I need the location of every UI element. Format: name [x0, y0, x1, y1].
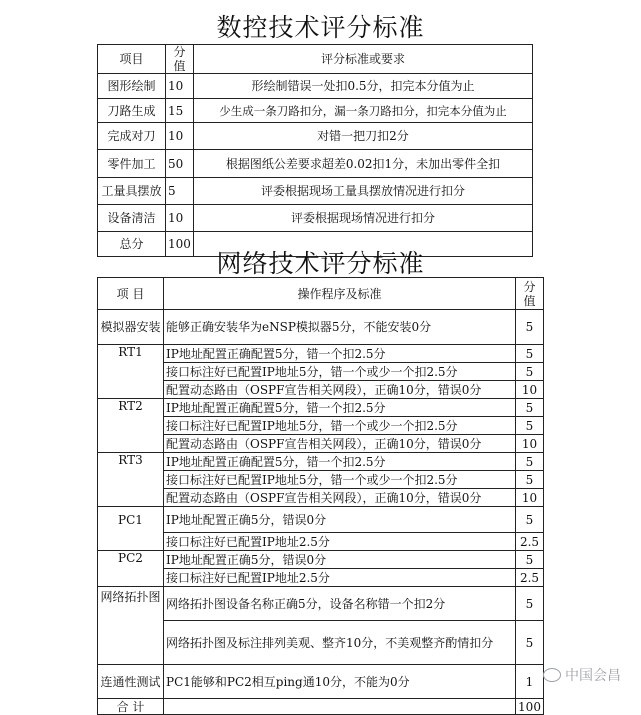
net-score: 10 — [516, 381, 544, 399]
net-score: 5 — [516, 345, 544, 363]
net-item-rt1: RT1 — [98, 345, 164, 399]
cnc-criteria: 少生成一条刀路扣分，漏一条刀路扣分，扣完本分值为止 — [194, 99, 533, 123]
net-score: 5 — [516, 471, 544, 489]
net-score: 5 — [516, 507, 544, 533]
net-procedure: IP地址配置正确配置5分，错一个扣2.5分 — [164, 399, 516, 417]
net-score: 5 — [516, 310, 544, 345]
cnc-criteria: 形绘制错误一处扣0.5分，扣完本分值为止 — [194, 74, 533, 99]
net-score: 5 — [516, 417, 544, 435]
cnc-row — [98, 205, 533, 232]
net-procedure: 配置动态路由（OSPF宣告相关网段），正确10分，错误0分 — [164, 435, 516, 453]
net-score: 5 — [516, 453, 544, 471]
net-score: 2.5 — [516, 569, 544, 587]
cnc-row — [98, 150, 533, 178]
net-item-pc1: PC1 — [98, 507, 164, 551]
cnc-item: 刀路生成 — [98, 99, 166, 123]
cnc-item: 设备清洁 — [98, 205, 166, 232]
cnc-header-item: 项目 — [98, 45, 166, 74]
net-total-label: 合 计 — [98, 699, 164, 715]
wechat-icon — [543, 668, 561, 682]
net-row-rt2 — [98, 399, 544, 417]
net-procedure: PC1能够和PC2相互ping通10分，不能为0分 — [164, 665, 516, 699]
cnc-score: 10 — [166, 205, 194, 232]
net-row-rt1 — [98, 363, 544, 381]
cnc-score: 10 — [166, 74, 194, 99]
net-procedure: 接口标注好已配置IP地址5分，错一个或少一个扣2.5分 — [164, 471, 516, 489]
net-score: 5 — [516, 363, 544, 381]
cnc-table — [97, 44, 533, 257]
cnc-total-score: 100 — [166, 232, 194, 257]
net-score: 2.5 — [516, 533, 544, 551]
net-procedure: 网络拓扑图设备名称正确5分，设备名称错一个扣2分 — [164, 587, 516, 621]
cnc-score: 50 — [166, 150, 194, 178]
net-item-pc2: PC2 — [98, 551, 164, 587]
watermark-text: 中国会昌 — [565, 668, 621, 684]
cnc-score: 10 — [166, 123, 194, 150]
net-procedure: IP地址配置正确5分，错误0分 — [164, 507, 516, 533]
cnc-item: 完成对刀 — [98, 123, 166, 150]
net-row-pc1 — [98, 533, 544, 551]
net-procedure: 能够正确安装华为eNSP模拟器5分，不能安装0分 — [164, 310, 516, 345]
net-item-rt3: RT3 — [98, 453, 164, 507]
net-row-rt1 — [98, 345, 544, 363]
net-score: 5 — [516, 587, 544, 621]
net-procedure: 配置动态路由（OSPF宣告相关网段），正确10分，错误0分 — [164, 489, 516, 507]
net-row-sim — [98, 310, 544, 345]
net-procedure: 网络拓扑图及标注排列美观、整齐10分，不美观整齐酌情扣分 — [164, 621, 516, 665]
net-row-topo — [98, 621, 544, 665]
cnc-row — [98, 123, 533, 150]
net-row-rt2 — [98, 435, 544, 453]
net-procedure: 接口标注好已配置IP地址5分，错一个或少一个扣2.5分 — [164, 363, 516, 381]
net-item-sim: 模拟器安装 — [98, 310, 164, 345]
net-item-topo: 网络拓扑图 — [98, 587, 164, 665]
cnc-score: 5 — [166, 178, 194, 205]
net-row-pc1 — [98, 507, 544, 533]
cnc-criteria: 根据图纸公差要求超差0.02扣1分，未加出零件全扣 — [194, 150, 533, 178]
cnc-criteria: 评委根据现场情况进行扣分 — [194, 205, 533, 232]
watermark — [543, 665, 621, 685]
net-procedure: 接口标注好已配置IP地址5分，错一个或少一个扣2.5分 — [164, 417, 516, 435]
net-row-rt3 — [98, 453, 544, 471]
net-row-rt3 — [98, 471, 544, 489]
cnc-total-label: 总分 — [98, 232, 166, 257]
net-table — [97, 277, 544, 715]
net-title: 网络技术评分标准 — [216, 249, 425, 278]
net-score: 5 — [516, 399, 544, 417]
cnc-score: 15 — [166, 99, 194, 123]
net-row-topo — [98, 587, 544, 621]
net-item-rt2: RT2 — [98, 399, 164, 453]
net-procedure: IP地址配置正确配置5分，错一个扣2.5分 — [164, 345, 516, 363]
net-row-pc2 — [98, 551, 544, 569]
net-row-pc2 — [98, 569, 544, 587]
net-row-rt2 — [98, 417, 544, 435]
net-header-row — [98, 278, 544, 310]
net-procedure: IP地址配置正确配置5分，错一个扣2.5分 — [164, 453, 516, 471]
net-item-conn: 连通性测试 — [98, 665, 164, 699]
cnc-item: 图形绘制 — [98, 74, 166, 99]
net-score: 10 — [516, 489, 544, 507]
net-procedure: 接口标注好已配置IP地址2.5分 — [164, 533, 516, 551]
net-procedure: IP地址配置正确5分，错误0分 — [164, 551, 516, 569]
net-header-item: 项 目 — [98, 278, 164, 310]
cnc-header-score: 分值 — [166, 45, 194, 74]
cnc-row — [98, 178, 533, 205]
net-score: 5 — [516, 551, 544, 569]
cnc-item: 零件加工 — [98, 150, 166, 178]
cnc-row — [98, 74, 533, 99]
net-score: 1 — [516, 665, 544, 699]
cnc-row — [98, 99, 533, 123]
net-row-conn — [98, 665, 544, 699]
net-score: 10 — [516, 435, 544, 453]
net-row-rt1 — [98, 381, 544, 399]
net-header-score: 分 值 — [516, 278, 544, 310]
cnc-header-criteria: 评分标准或要求 — [194, 45, 533, 74]
net-score: 5 — [516, 621, 544, 665]
net-row-rt3 — [98, 489, 544, 507]
net-procedure: 配置动态路由（OSPF宣告相关网段），正确10分，错误0分 — [164, 381, 516, 399]
cnc-header-row — [98, 45, 533, 74]
net-procedure: 接口标注好已配置IP地址2.5分 — [164, 569, 516, 587]
cnc-item: 工量具摆放 — [98, 178, 166, 205]
net-total-score: 100 — [516, 699, 544, 715]
net-header-procedure: 操作程序及标准 — [164, 278, 516, 310]
cnc-criteria: 对错一把刀扣2分 — [194, 123, 533, 150]
cnc-criteria: 评委根据现场工量具摆放情况进行扣分 — [194, 178, 533, 205]
cnc-title: 数控技术评分标准 — [216, 13, 425, 42]
